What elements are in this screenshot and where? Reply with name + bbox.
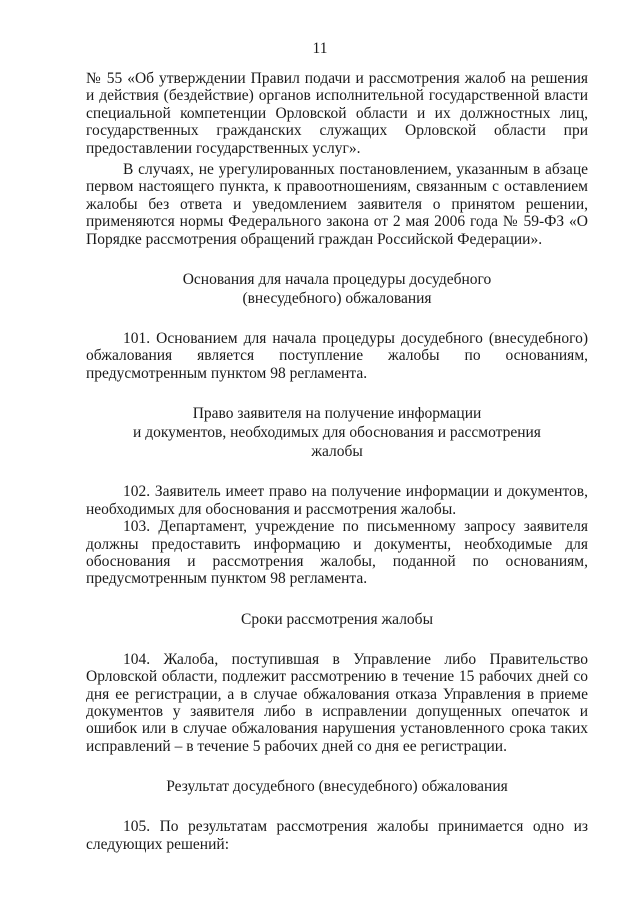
section-heading-right-line2: и документов, необходимых для обоснования и рассмотрения	[133, 424, 541, 442]
paragraph-unregulated-cases: В случаях, не урегулированных постановлением, указанным в абзаце первом настоящего пункта, к правоотношениям, связанным с оставлением жалобы без ответа и уведомлением заявителя о принятом решении, применяются нормы Федерального закона от 2 мая 2006 года № 59-ФЗ «О Порядке рассмотрения обращений граждан Российской Федерации».	[86, 161, 588, 248]
section-heading-right-line3: жалобы	[311, 443, 363, 461]
section-heading-grounds	[86, 270, 588, 308]
paragraph-102: 102. Заявитель имеет право на получение информации и документов, необходимых для обоснования и рассмотрения жалобы.	[86, 483, 588, 518]
paragraph-105: 105. По результатам рассмотрения жалобы принимается одно из следующих решений:	[86, 818, 588, 853]
section-heading-deadlines: Сроки рассмотрения жалобы	[241, 610, 433, 628]
paragraph-continuation: № 55 «Об утверждении Правил подачи и рассмотрения жалоб на решения и действия (бездействие) органов исполнительной государственной власти специальной компетенции Орловской области и их должностных лиц, государственных гражданских служащих Орловской области при предоставлении государственных услуг».	[86, 70, 588, 157]
section-heading-right-line1: Право заявителя на получение информации	[192, 405, 482, 423]
section-heading-result: Результат досудебного (внесудебного) обжалования	[166, 778, 508, 796]
paragraph-103: 103. Департамент, учреждение по письменному запросу заявителя должны предоставить информацию и документы, необходимые для обоснования и рассмотрения жалобы, поданной по основаниям, предусмотренным пунктом 98 регламента.	[86, 518, 588, 588]
section-heading-grounds-line1: Основания для начала процедуры досудебного	[182, 271, 492, 289]
section-heading-grounds-line2: (внесудебного) обжалования	[242, 290, 432, 308]
paragraph-104: 104. Жалоба, поступившая в Управление либо Правительство Орловской области, подлежит рассмотрению в течение 15 рабочих дней со дня ее регистрации, а в случае обжалования отказа Управления в приеме документов у заявителя либо в исправлении допущенных опечаток и ошибок или в случае обжалования нарушения установленного срока таких исправлений – в течение 5 рабочих дней со дня ее регистрации.	[86, 650, 588, 755]
page-number: 11	[312, 40, 328, 57]
section-heading-right-to-info	[86, 404, 588, 461]
document-body	[86, 70, 588, 853]
paragraph-101: 101. Основанием для начала процедуры досудебного (внесудебного) обжалования является поступление жалобы по основаниям, предусмотренным пунктом 98 регламента.	[86, 330, 588, 382]
